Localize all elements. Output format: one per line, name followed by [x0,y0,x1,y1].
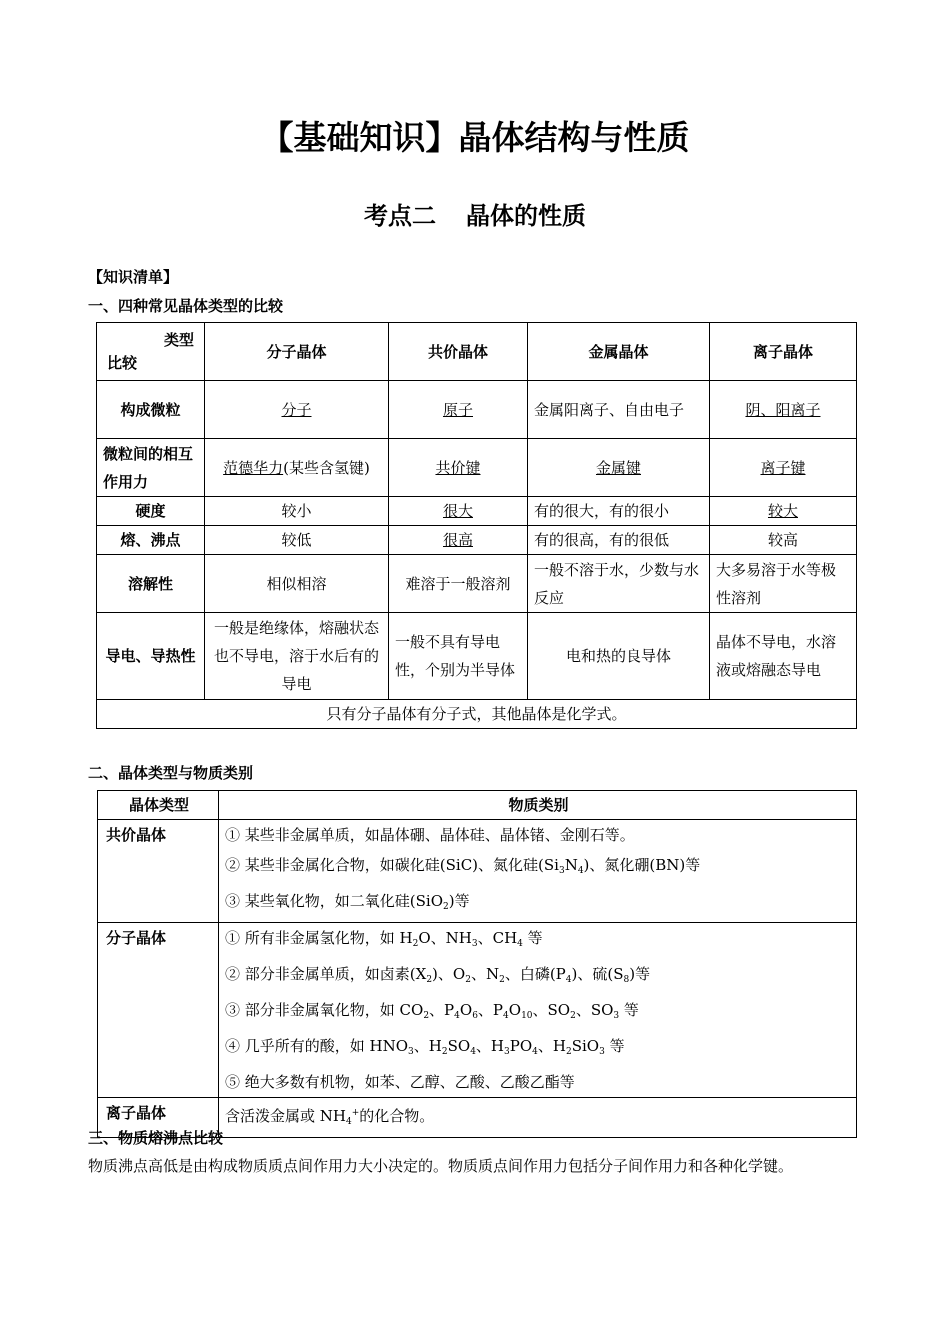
table-cell: 较大 [710,497,857,526]
crystal-substance-table [97,790,857,1138]
subtitle-part-b: 晶体的性质 [466,202,586,230]
table-cell: 阴、阳离子 [710,381,857,439]
list-item: ② 某些非金属化合物，如碳化硅(SiC)、氮化硅$(Si_3N_4)$、氮化硼(BN)等 [225,856,701,876]
table-cell: 较高 [710,526,857,555]
table-cell: 金属阳离子、自由电子 [528,381,710,439]
list-item: ③ 部分非金属氧化物，如 $CO_2$、$P_4O_6$、$P_4O_{10}$、$SO_2$、$SO_3$ 等 [225,1001,639,1021]
table-row [97,439,857,497]
crystal-comparison-table [96,322,857,729]
table-cell: 相似相溶 [205,555,389,613]
table-row [97,526,857,555]
table-cell: 一般不具有导电性，个别为半导体 [389,613,528,700]
table-row [97,613,857,700]
header-substance-class: 物质类别 [219,791,857,820]
table-cell: 金属键 [528,439,710,497]
table-cell: 电和热的良导体 [528,613,710,700]
section2-heading: 二、晶体类型与物质类别 [88,764,254,782]
table-row [97,381,857,439]
list-item: 含活泼金属或 $NH_4^+$的化合物。 [225,1107,435,1127]
table-cell: 很高 [389,526,528,555]
table-cell: 一般不溶于水，少数与水反应 [528,555,710,613]
diagonal-header-cell [97,323,205,381]
table-cell: 很大 [389,497,528,526]
table-cell: 范德华力(某些含氢键) [205,439,389,497]
list-item: ② 部分非金属单质，如卤素$(X_2)$、$O_2$、$N_2$、白磷$(P_4)$、硫$(S_8)$等 [225,965,651,985]
header-type-label: 类型 [163,331,194,349]
row-label: 溶解性 [97,555,205,613]
table-cell: 离子键 [710,439,857,497]
header-compare-label: 比较 [107,354,138,372]
list-item: ① 某些非金属单质，如晶体硼、晶体硅、晶体锗、金刚石等。 [225,826,635,844]
table-cell: 原子 [389,381,528,439]
table-row [97,497,857,526]
table-cell: 有的很大，有的很小 [528,497,710,526]
section3-heading: 三、物质熔沸点比较 [88,1129,224,1147]
table-cell: 一般是绝缘体，熔融状态也不导电，溶于水后有的导电 [205,613,389,700]
list-item: ④ 几乎所有的酸，如 $HNO_3$、$H_2SO_4$、$H_3PO_4$、$H_2SiO_3$ 等 [225,1037,625,1057]
row-label: 分子晶体 [98,923,219,1098]
table-header-row [98,791,857,820]
section3-paragraph: 物质沸点高低是由构成物质质点间作用力大小决定的。物质质点间作用力包括分子间作用力和各种化学键。 [88,1157,794,1175]
list-item: ⑤ 绝大多数有机物，如苯、乙醇、乙酸、乙酸乙酯等 [225,1073,575,1091]
row-label: 构成微粒 [97,381,205,439]
table-cell: 晶体不导电，水溶液或熔融态导电 [710,613,857,700]
header-ionic: 离子晶体 [710,323,857,381]
table-cell [219,1098,857,1138]
row-label: 共价晶体 [98,820,219,923]
row-label: 微粒间的相互作用力 [97,439,205,497]
table-cell: 较低 [205,526,389,555]
page-title: 【基础知识】晶体结构与性质 [260,118,690,157]
table-cell: 大多易溶于水等极性溶剂 [710,555,857,613]
section-subtitle [0,196,950,231]
table-row [97,555,857,613]
header-covalent: 共价晶体 [389,323,528,381]
table-cell: 共价键 [389,439,528,497]
section1-heading: 一、四种常见晶体类型的比较 [88,297,284,315]
table-footer-row [97,700,857,729]
table-footer-note: 只有分子晶体有分子式，其他晶体是化学式。 [97,700,857,729]
table-cell: 有的很高，有的很低 [528,526,710,555]
subtitle-part-a: 考点二 [364,202,436,230]
table-cell [219,820,857,923]
table-row [98,820,857,923]
header-metallic: 金属晶体 [528,323,710,381]
header-molecular: 分子晶体 [205,323,389,381]
table-cell [219,923,857,1098]
table-row [98,923,857,1098]
row-label: 离子晶体 [98,1098,219,1138]
table-cell: 分子 [205,381,389,439]
row-label: 导电、导热性 [97,613,205,700]
header-crystal-type: 晶体类型 [98,791,219,820]
table-header-row [97,323,857,381]
knowledge-list-label: 【知识清单】 [88,268,179,286]
row-label: 硬度 [97,497,205,526]
table-cell: 较小 [205,497,389,526]
table-cell: 难溶于一般溶剂 [389,555,528,613]
list-item: ① 所有非金属氢化物，如 $H_2O$、$NH_3$、$CH_4$ 等 [225,929,543,949]
list-item: ③ 某些氧化物，如二氧化硅(SiO$_2$)等 [225,892,470,912]
row-label: 熔、沸点 [97,526,205,555]
